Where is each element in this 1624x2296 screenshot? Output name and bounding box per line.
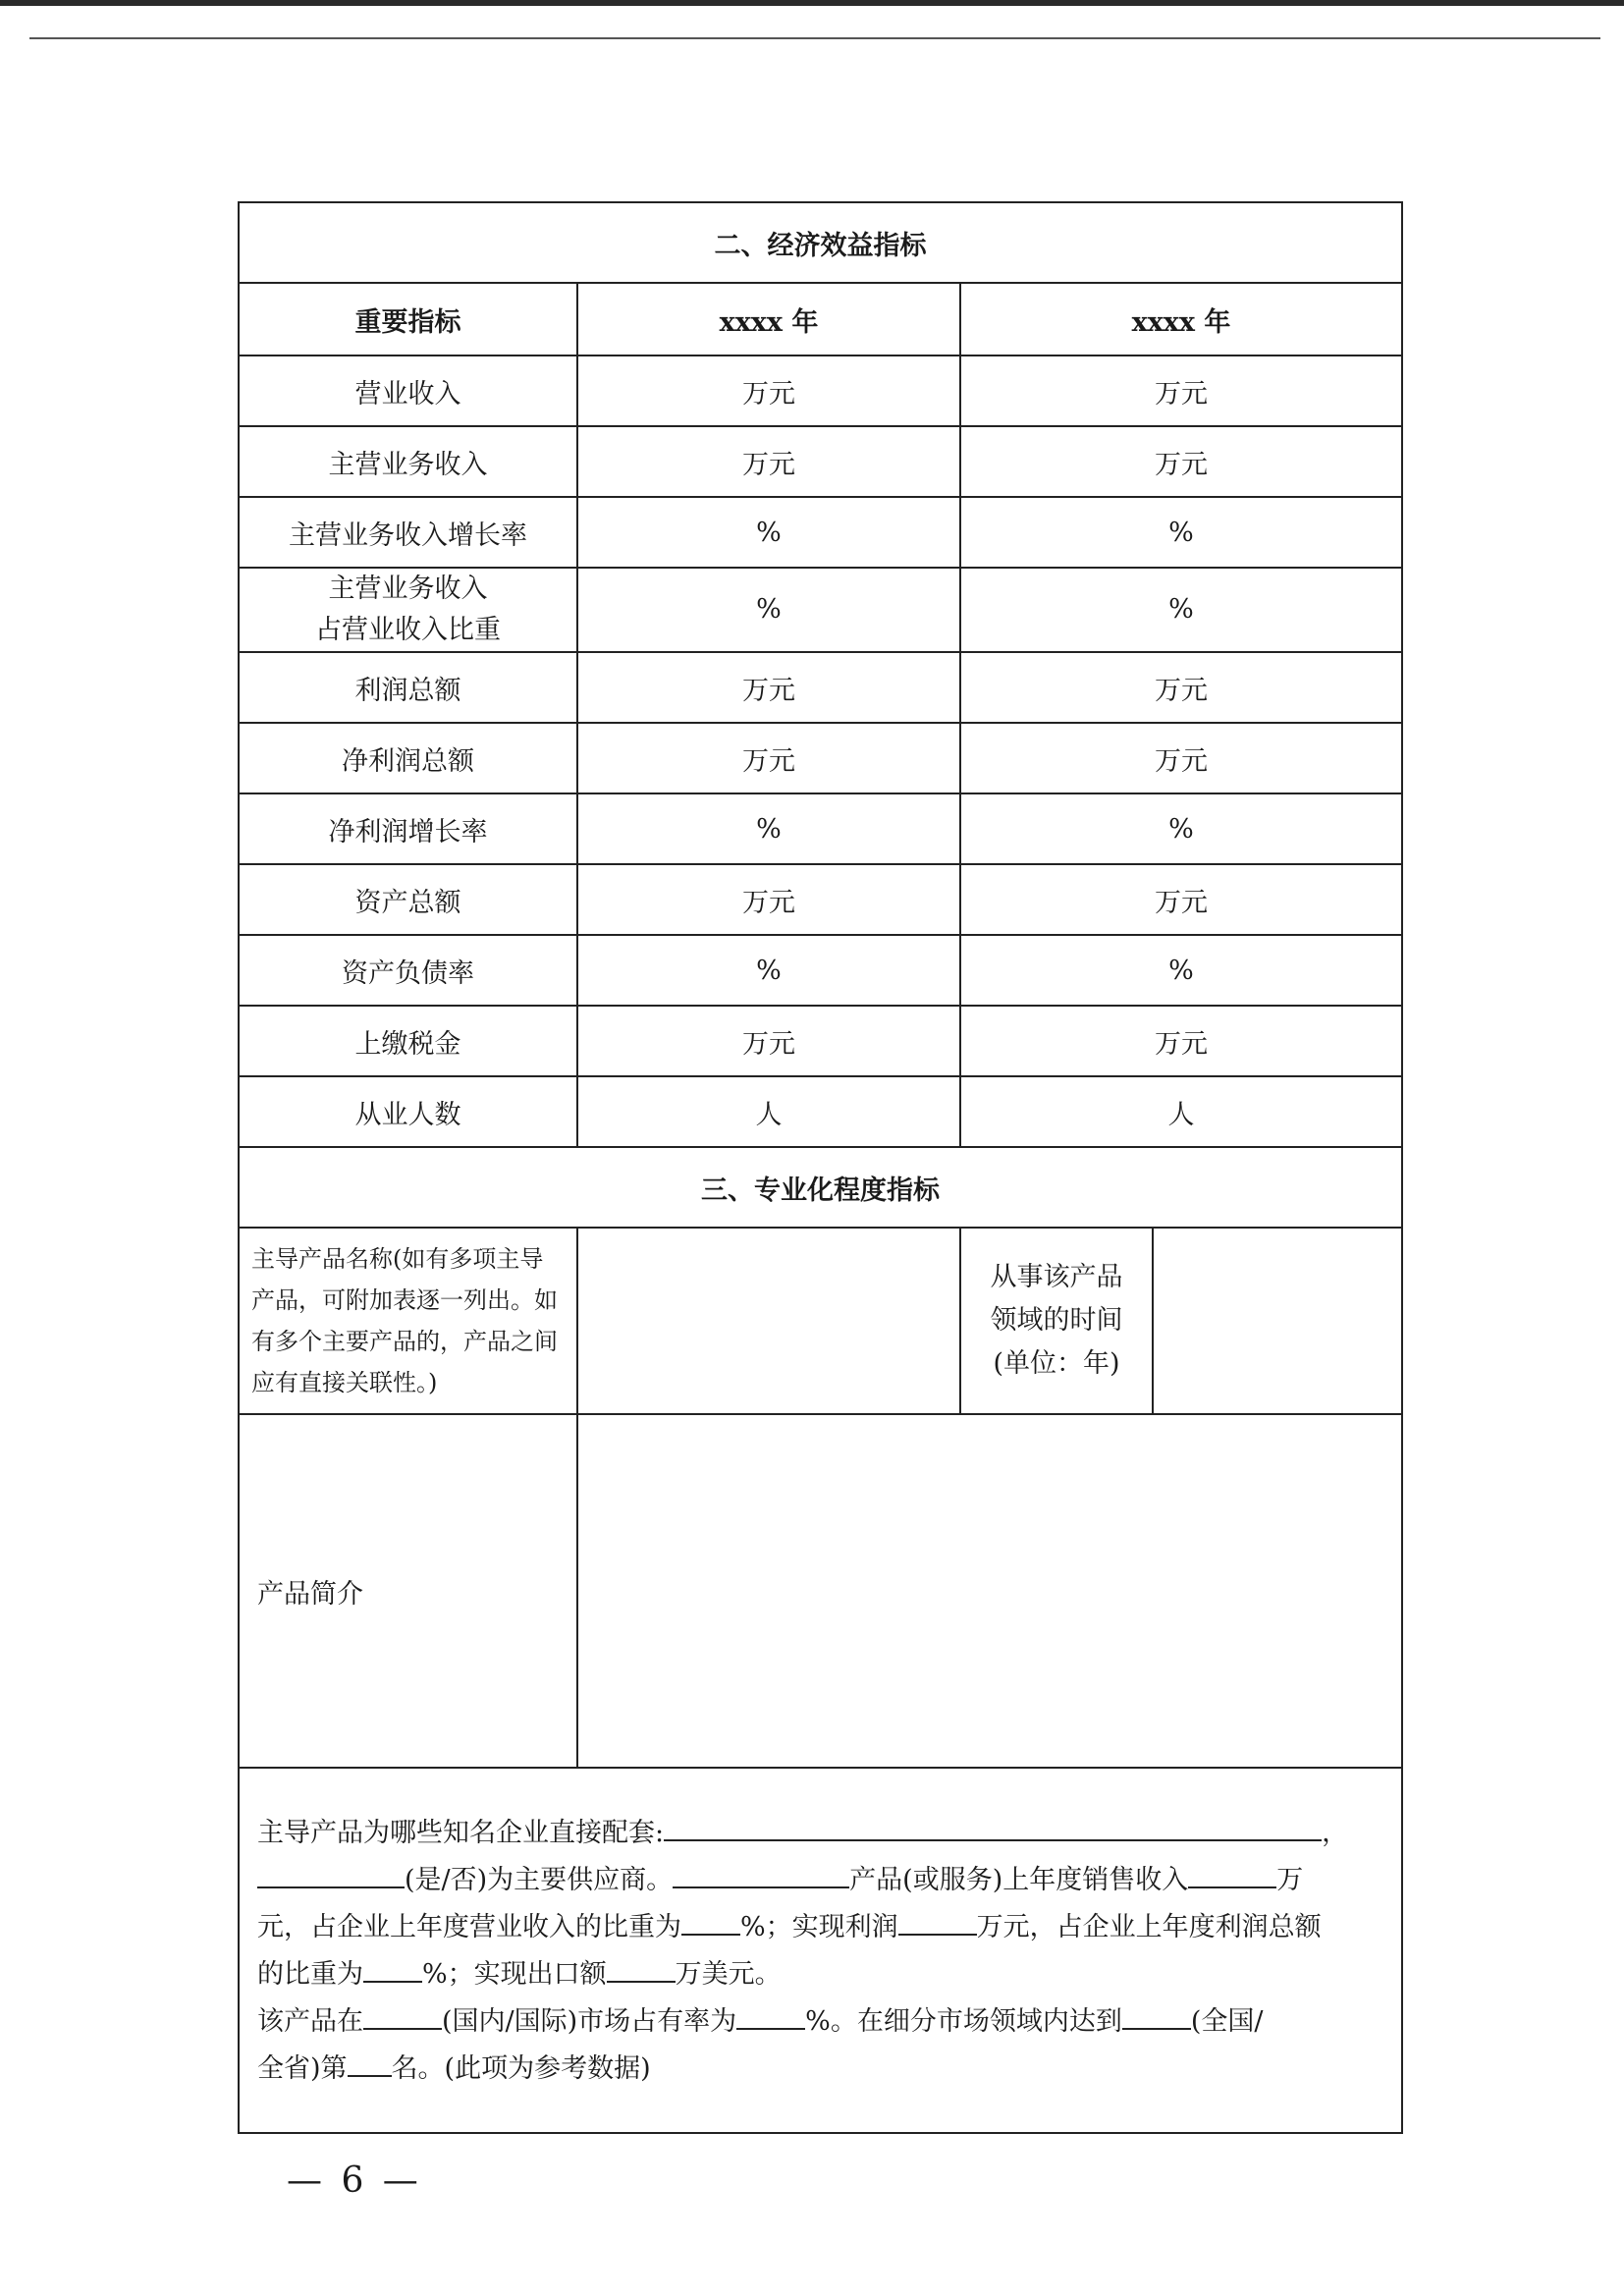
row-label: 净利润增长率	[239, 793, 577, 864]
year2-column-header: xxxx 年	[960, 283, 1402, 355]
unit-label: 人	[755, 1099, 783, 1130]
year1-input[interactable]	[577, 355, 960, 426]
year1-input[interactable]	[577, 652, 960, 723]
row-label: 上缴税金	[239, 1006, 577, 1076]
year1-input[interactable]	[577, 1076, 960, 1147]
unit-label: 万元	[1155, 675, 1208, 706]
profit-share-blank[interactable]	[363, 1951, 422, 1983]
unit-label: %	[756, 517, 782, 548]
sales-revenue-blank[interactable]	[1188, 1857, 1276, 1888]
unit-label: 万元	[1155, 887, 1208, 918]
para-line-6: 全省)第 名。(此项为参考数据)	[257, 2046, 1383, 2093]
economic-indicators-table	[238, 201, 1403, 1148]
scan-top-edge	[0, 0, 1624, 6]
unit-label: %	[756, 813, 782, 845]
scan-rule	[29, 37, 1600, 39]
year1-input[interactable]	[577, 793, 960, 864]
year1-column-header: xxxx 年	[577, 283, 960, 355]
row-label-line1: 主营业务收入	[328, 574, 488, 604]
unit-label: 万元	[742, 378, 795, 410]
export-blank[interactable]	[607, 1951, 676, 1983]
specialization-table	[238, 1146, 1403, 2134]
table-row	[239, 652, 1402, 723]
unit-label: 人	[1167, 1099, 1195, 1130]
table-row	[239, 355, 1402, 426]
row-label: 营业收入	[239, 355, 577, 426]
rank-scope-blank[interactable]	[1122, 1998, 1191, 2030]
time-label-line1: 从事该产品	[990, 1262, 1123, 1292]
product-time-input[interactable]	[1153, 1228, 1402, 1414]
product-name-input[interactable]	[577, 1228, 960, 1414]
row-label: 净利润总额	[239, 723, 577, 793]
market-scope-blank[interactable]	[363, 1998, 442, 2030]
unit-label: %	[1168, 955, 1194, 986]
year2-input[interactable]	[960, 652, 1402, 723]
year2-input[interactable]	[960, 497, 1402, 568]
row-label: 主营业务收入增长率	[239, 497, 577, 568]
product-intro-input[interactable]	[577, 1414, 1402, 1768]
unit-label: 万元	[1155, 378, 1208, 410]
product-blank[interactable]	[673, 1857, 849, 1888]
unit-label: %	[1168, 594, 1194, 625]
section3-title: 三、专业化程度指标	[239, 1147, 1402, 1228]
table-row	[239, 426, 1402, 497]
unit-label: %	[1168, 517, 1194, 548]
para-line-1: 主导产品为哪些知名企业直接配套: ，	[257, 1810, 1383, 1857]
para-line-4: 的比重为 %；实现出口额 万美元。	[257, 1951, 1383, 1998]
product-intro-label: 产品简介	[239, 1414, 577, 1768]
unit-label: 万元	[742, 449, 795, 480]
product-time-label	[960, 1228, 1153, 1414]
year1-input[interactable]	[577, 568, 960, 652]
unit-label: 万元	[742, 887, 795, 918]
para-line-5: 该产品在 (国内/国际)市场占有率为 %。在细分市场领域内达到 (全国/	[257, 1998, 1383, 2046]
year1-input[interactable]	[577, 864, 960, 935]
year2-input[interactable]	[960, 935, 1402, 1006]
year2-input[interactable]	[960, 1076, 1402, 1147]
time-label-line2: 领域的时间	[990, 1305, 1123, 1336]
unit-label: %	[1168, 813, 1194, 845]
unit-label: 万元	[742, 1028, 795, 1060]
row-label	[239, 568, 577, 652]
row-label: 利润总额	[239, 652, 577, 723]
unit-label: 万元	[1155, 745, 1208, 777]
year1-input[interactable]	[577, 426, 960, 497]
time-label-line3: (单位：年)	[993, 1348, 1120, 1379]
para-line-3: 元，占企业上年度营业收入的比重为 %；实现利润 万元，占企业上年度利润总额	[257, 1904, 1383, 1951]
row-label: 从业人数	[239, 1076, 577, 1147]
table-row	[239, 497, 1402, 568]
profit-blank[interactable]	[898, 1904, 977, 1936]
row-label: 资产总额	[239, 864, 577, 935]
page-number: — 6 —	[287, 2160, 422, 2201]
unit-label: %	[756, 594, 782, 625]
year2-input[interactable]	[960, 723, 1402, 793]
year1-input[interactable]	[577, 1006, 960, 1076]
year2-input[interactable]	[960, 864, 1402, 935]
row-label-line2: 占营业收入比重	[315, 615, 501, 645]
para-line-2: (是/否)为主要供应商。 产品(或服务)上年度销售收入 万	[257, 1857, 1383, 1904]
row-label: 主营业务收入	[239, 426, 577, 497]
year1-input[interactable]	[577, 497, 960, 568]
section2-title: 二、经济效益指标	[239, 202, 1402, 283]
year2-input[interactable]	[960, 426, 1402, 497]
table-row	[239, 723, 1402, 793]
main-supplier-blank[interactable]	[257, 1857, 405, 1888]
unit-label: %	[756, 955, 782, 986]
table-row	[239, 1006, 1402, 1076]
table-row	[239, 935, 1402, 1006]
table-row	[239, 864, 1402, 935]
application-form	[238, 201, 1401, 2134]
product-name-label: 主导产品名称(如有多项主导产品，可附加表逐一列出。如有多个主要产品的，产品之间应有直接关联性。)	[239, 1228, 577, 1414]
unit-label: 万元	[1155, 449, 1208, 480]
year1-input[interactable]	[577, 723, 960, 793]
year1-input[interactable]	[577, 935, 960, 1006]
supply-info-paragraph	[239, 1768, 1402, 2133]
table-row	[239, 568, 1402, 652]
table-row	[239, 793, 1402, 864]
revenue-share-blank[interactable]	[681, 1904, 740, 1936]
unit-label: 万元	[742, 675, 795, 706]
partner-companies-blank[interactable]	[664, 1810, 1322, 1841]
row-label: 资产负债率	[239, 935, 577, 1006]
year2-input[interactable]	[960, 1006, 1402, 1076]
unit-label: 万元	[1155, 1028, 1208, 1060]
rank-blank[interactable]	[348, 2046, 392, 2077]
year2-input[interactable]	[960, 793, 1402, 864]
market-share-blank[interactable]	[736, 1998, 805, 2030]
indicator-column-header: 重要指标	[239, 283, 577, 355]
unit-label: 万元	[742, 745, 795, 777]
year2-input[interactable]	[960, 355, 1402, 426]
table-row	[239, 1076, 1402, 1147]
year2-input[interactable]	[960, 568, 1402, 652]
